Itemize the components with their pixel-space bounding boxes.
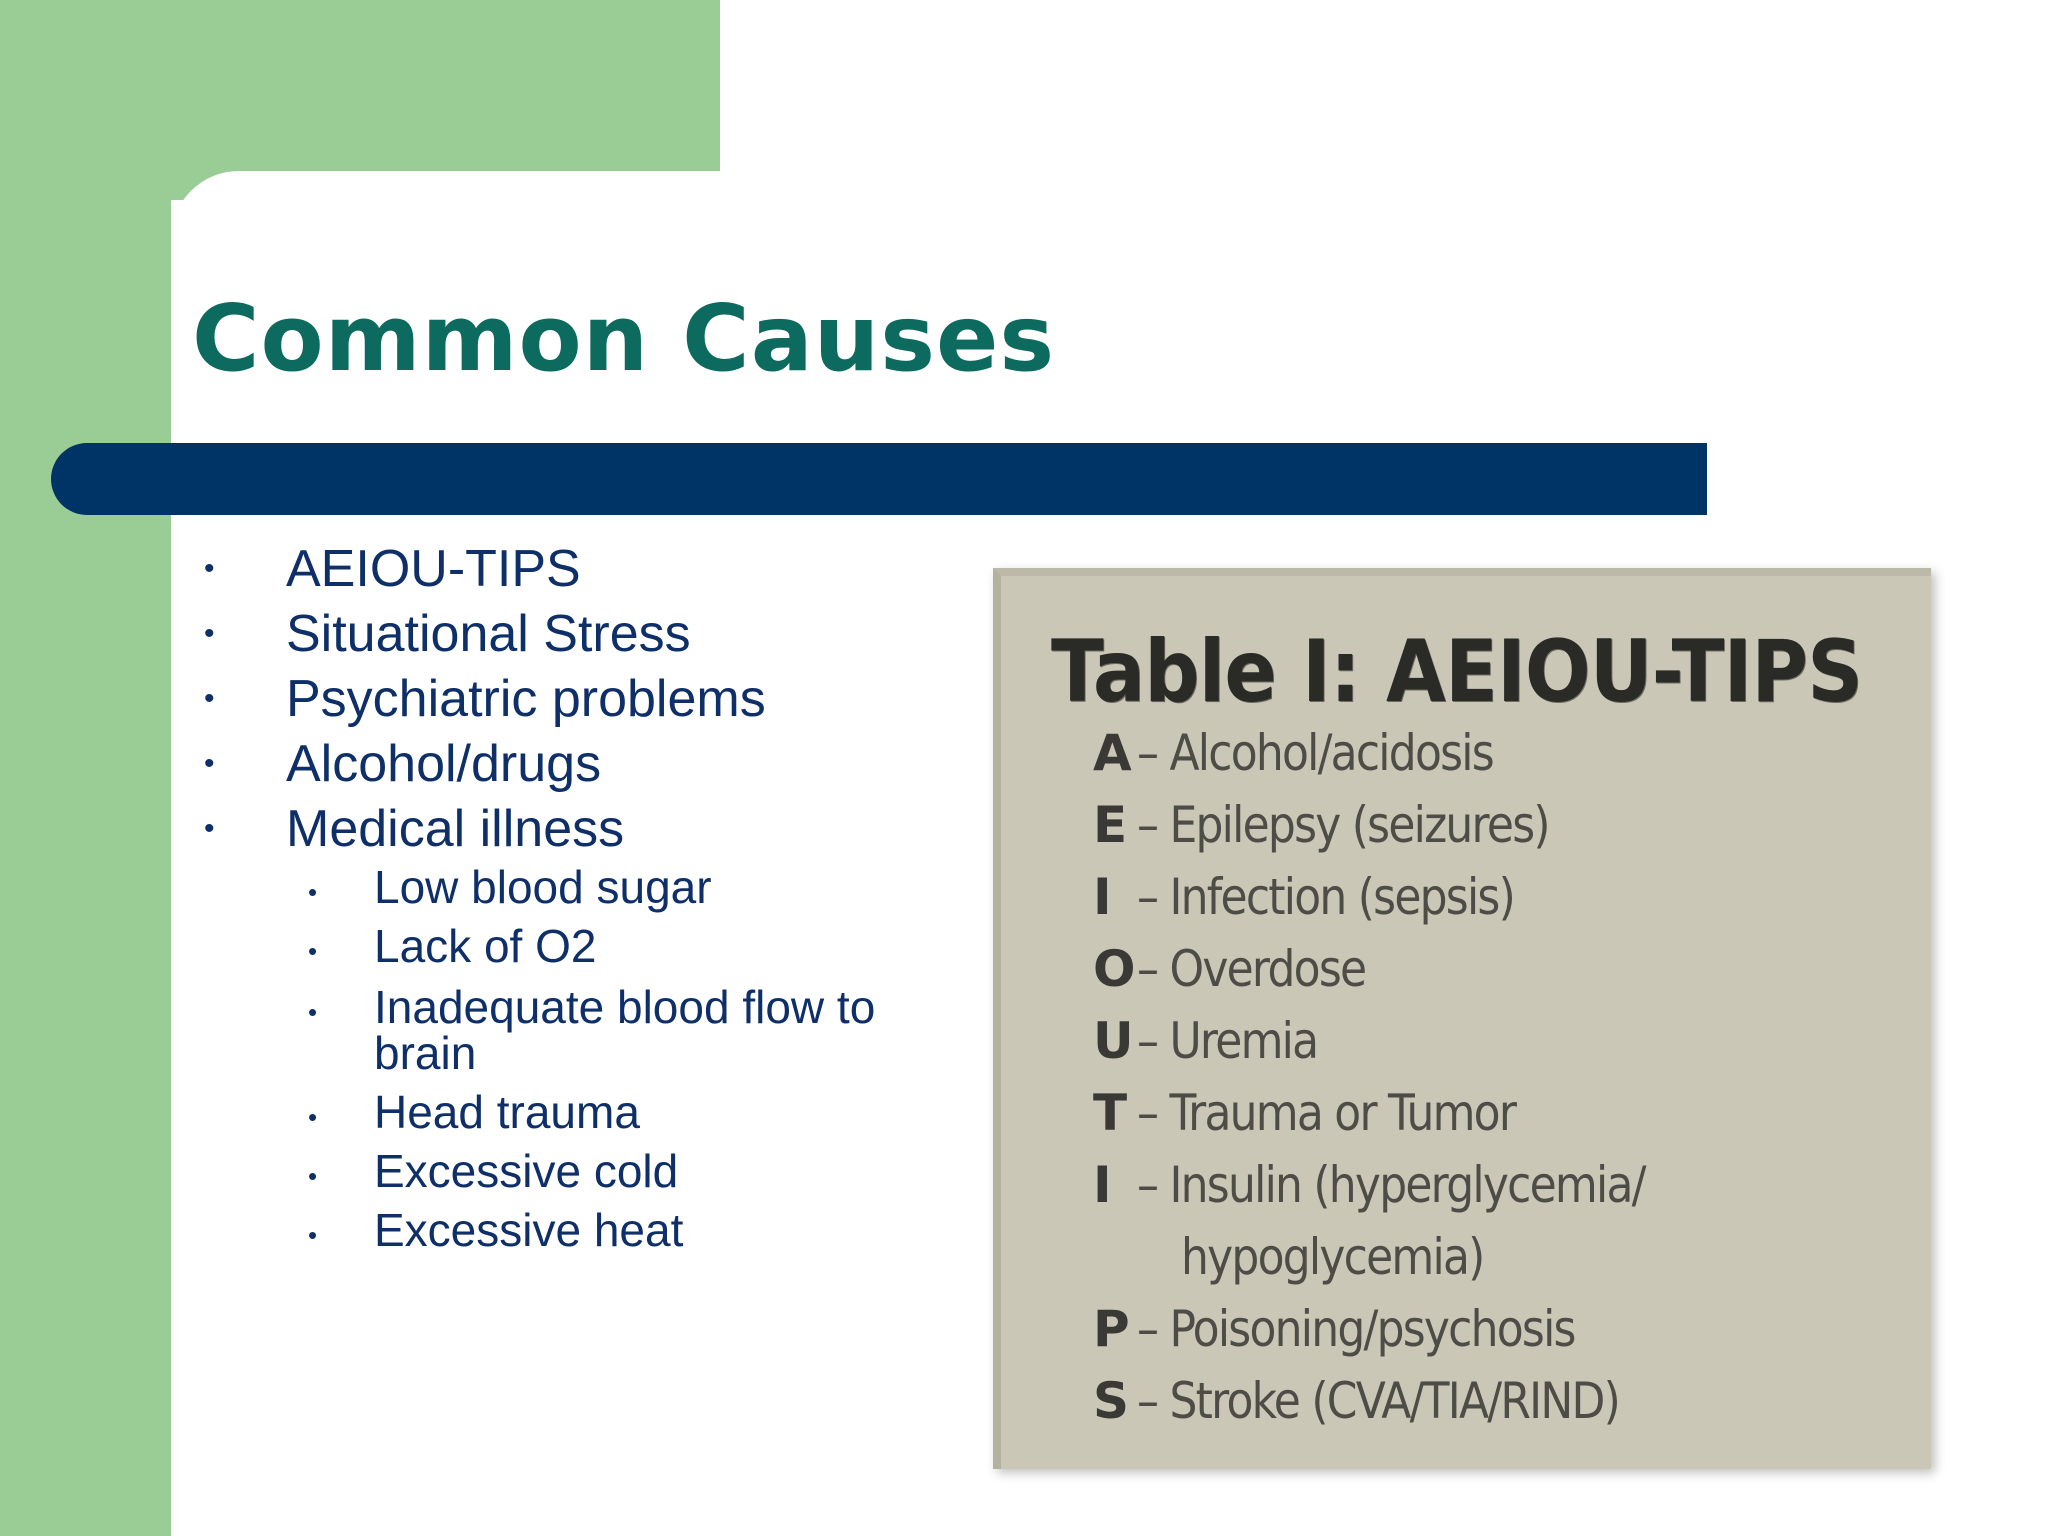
table-row-letter: E	[1093, 796, 1128, 854]
table-row-text: – Uremia	[1137, 1012, 1318, 1070]
aeiou-tips-table-image	[993, 568, 1931, 1469]
sub-bullet-text: Lack of O2	[374, 920, 597, 972]
bullet-text: Situational Stress	[286, 605, 691, 663]
sub-bullet-text: Low blood sugar	[374, 861, 712, 913]
bullet-text: AEIOU-TIPS	[286, 540, 581, 598]
bullet-text: Alcohol/drugs	[286, 735, 602, 793]
table-row-text: – Epilepsy (seizures)	[1137, 796, 1549, 854]
sub-bullet-dot-icon: •	[308, 877, 318, 907]
table-row-text: – Insulin (hyperglycemia/	[1137, 1156, 1645, 1214]
table-title: Table I: AEIOU-TIPS	[1051, 622, 1863, 722]
sub-bullet-dot-icon: •	[308, 936, 318, 966]
sub-bullet-dot-icon: •	[308, 1220, 318, 1250]
table-row-text: – Poisoning/psychosis	[1137, 1300, 1575, 1358]
table-row-text: – Stroke (CVA/TIA/RIND)	[1137, 1372, 1620, 1430]
table-row-letter: T	[1093, 1084, 1128, 1142]
table-row-letter: I	[1093, 1156, 1112, 1214]
table-row-letter: O	[1093, 940, 1136, 998]
table-row-text: – Trauma or Tumor	[1137, 1084, 1516, 1142]
table-row-text: – Alcohol/acidosis	[1137, 724, 1493, 782]
bullet-text: Medical illness	[286, 800, 625, 858]
table-row-letter: I	[1093, 868, 1112, 926]
bullet-dot-icon: •	[204, 682, 215, 715]
bullet-dot-icon: •	[204, 552, 215, 585]
table-row-letter: A	[1093, 724, 1132, 782]
table-row-letter: S	[1093, 1372, 1130, 1430]
sub-bullet-text: Excessive cold	[374, 1145, 679, 1197]
bullet-dot-icon: •	[204, 812, 215, 845]
sub-bullet-dot-icon: •	[308, 997, 318, 1027]
table-row-text: hypoglycemia)	[1181, 1228, 1484, 1286]
table-row-text: – Infection (sepsis)	[1137, 868, 1515, 926]
bullet-dot-icon: •	[204, 747, 215, 780]
table-row-letter: U	[1093, 1012, 1134, 1070]
sub-bullet-text: Inadequate blood flow to brain	[374, 981, 876, 1079]
slide-title: Common Causes	[192, 285, 1056, 392]
sub-bullet-text: Head trauma	[374, 1086, 640, 1138]
bullet-dot-icon: •	[204, 617, 215, 650]
table-row-letter: P	[1093, 1300, 1130, 1358]
sub-bullet-dot-icon: •	[308, 1102, 318, 1132]
sub-bullet-dot-icon: •	[308, 1161, 318, 1191]
title-underline-bar	[51, 443, 1707, 515]
table-row-text: – Overdose	[1137, 940, 1366, 998]
green-side-strip	[0, 0, 171, 1536]
bullet-text: Psychiatric problems	[286, 670, 766, 728]
sub-bullet-text: Excessive heat	[374, 1204, 684, 1256]
